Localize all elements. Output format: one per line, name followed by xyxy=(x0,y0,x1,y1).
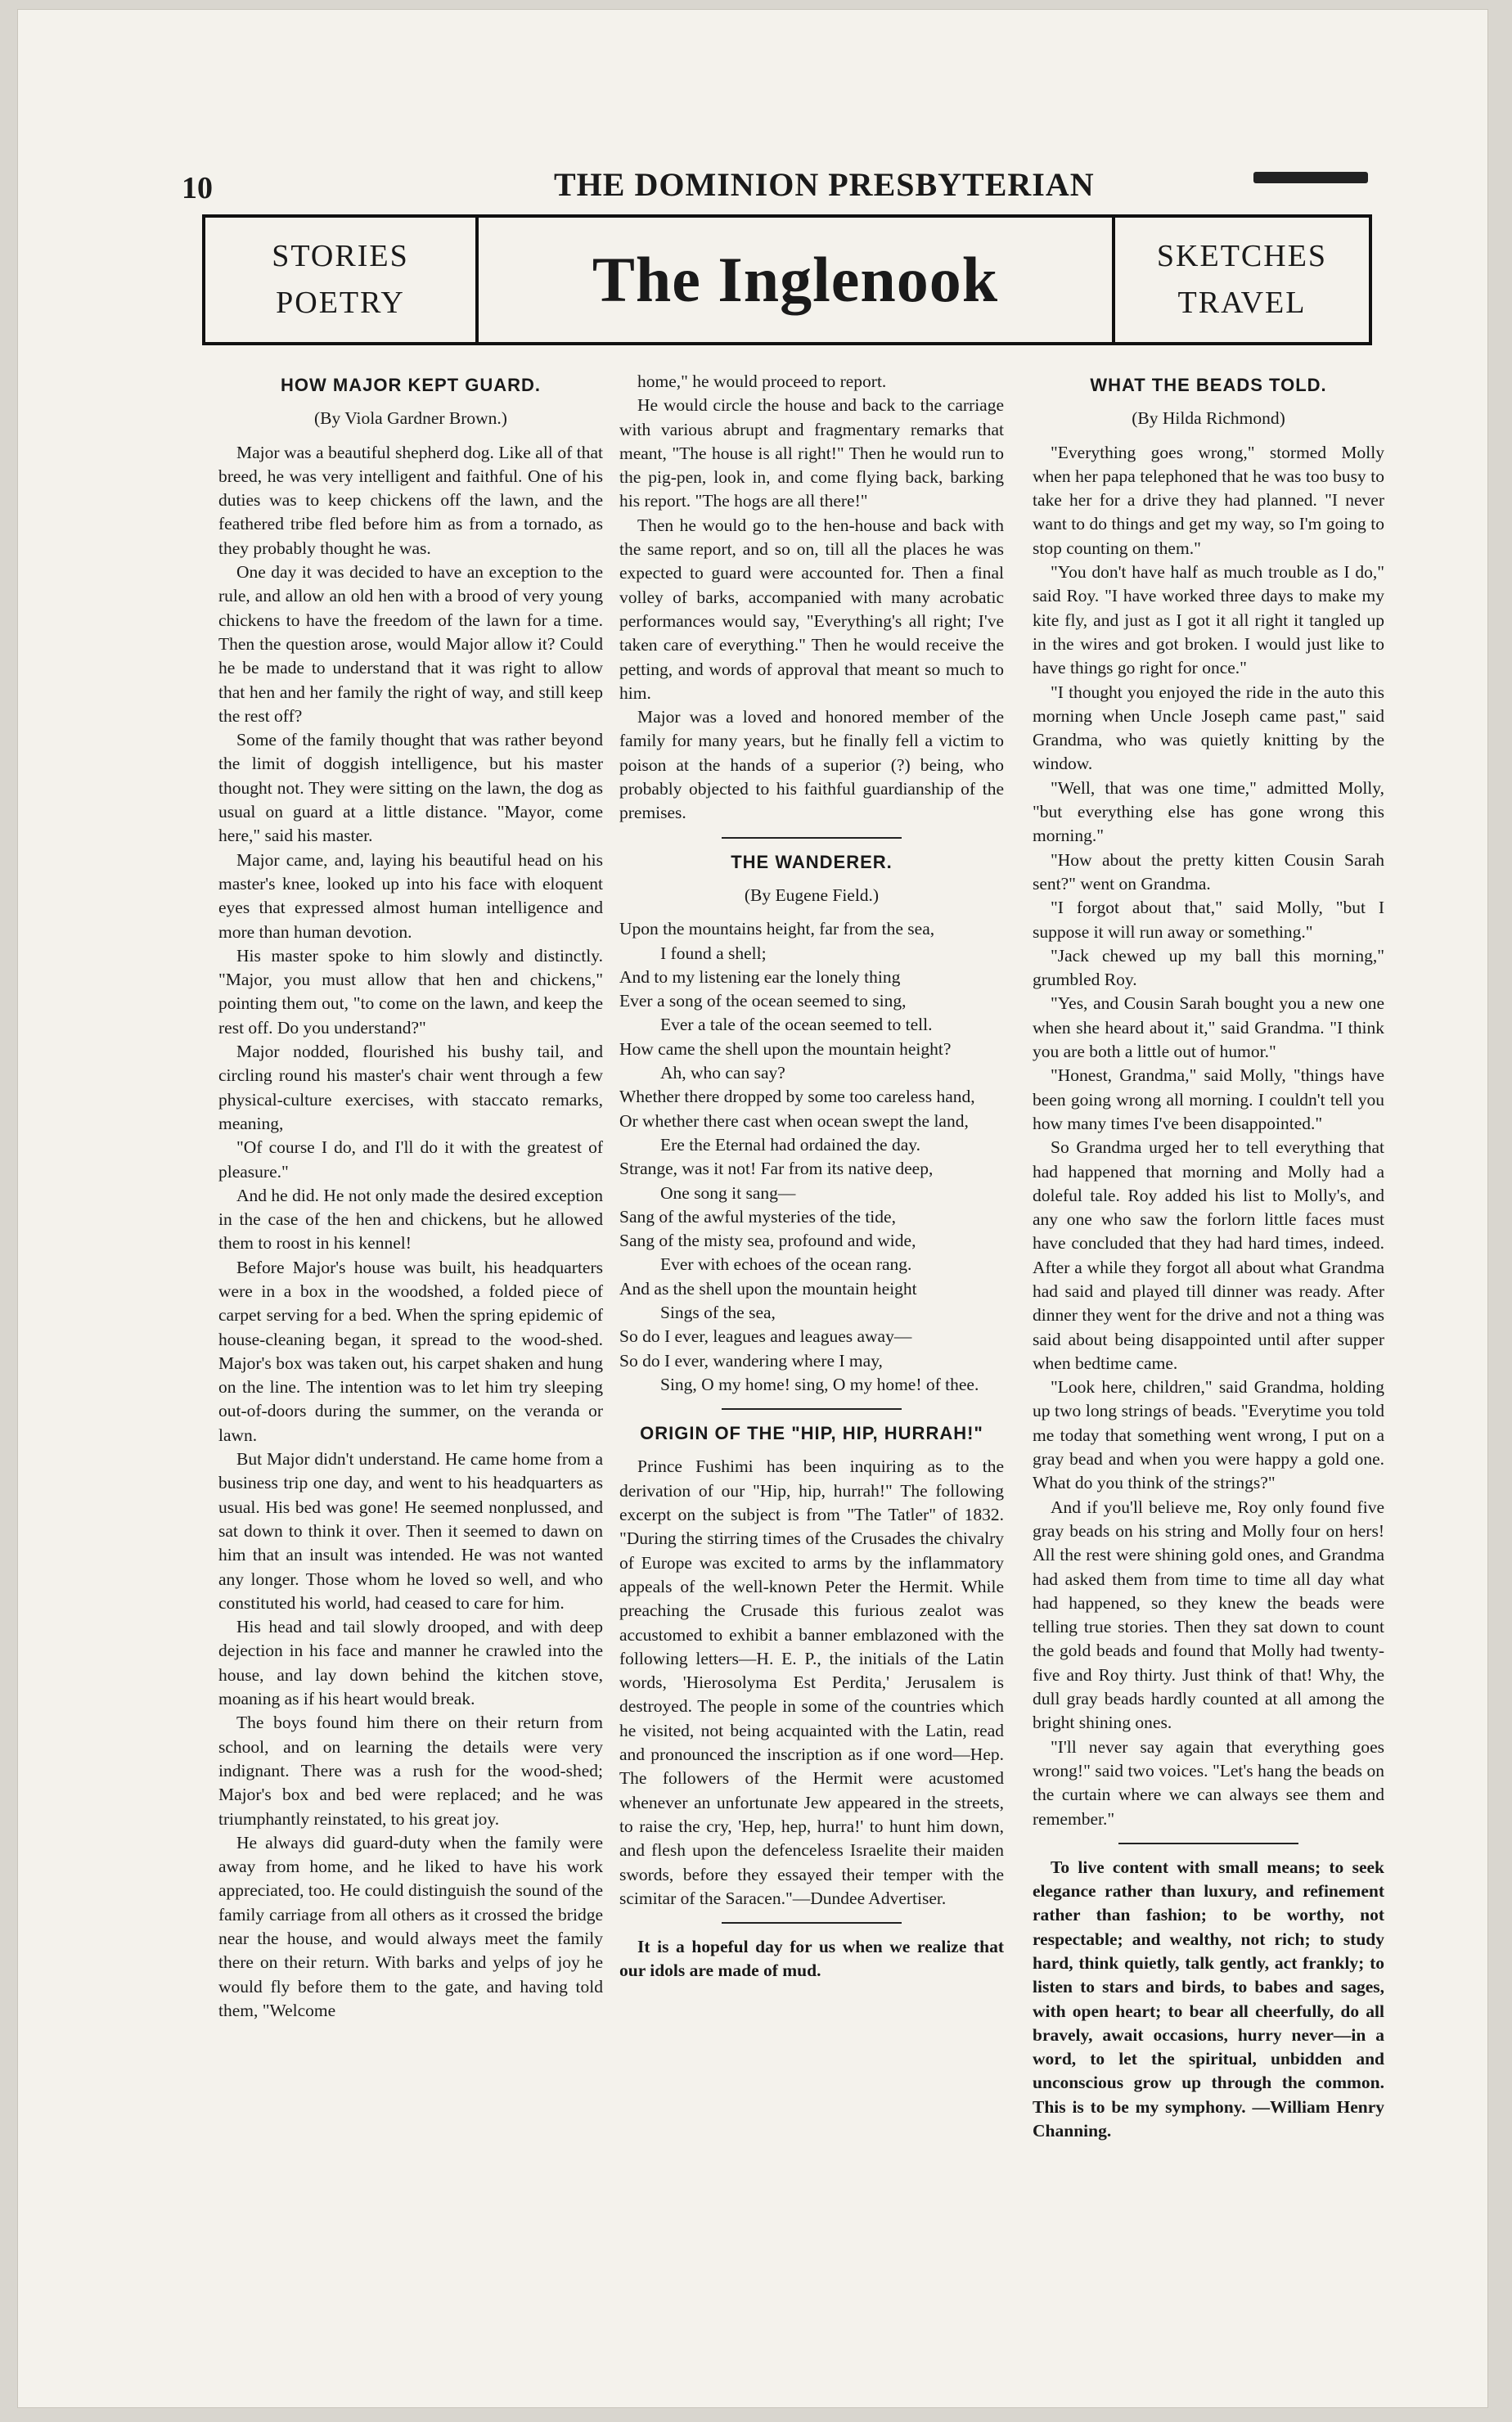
paragraph: "I'll never say again that everything goes wrong!" said two voices. "Let's hang the beads on the curtain where we can always see them and remember." xyxy=(1033,1736,1384,1829)
story2-byline: (By Hilda Richmond) xyxy=(1132,408,1285,429)
poem-line: And as the shell upon the mountain height xyxy=(619,1278,917,1299)
poem-line: Strange, was it not! Far from its native deep, xyxy=(619,1159,934,1179)
paragraph: "Look here, children," said Grandma, holding up two long strings of beads. "Everytime you told me today that something went wrong, I put on a gray bead and when you were happy a gold one. What do you think of the strings?" xyxy=(1033,1377,1384,1493)
paragraph: Then he would go to the hen-house and back with the same report, and so on, till all the places he was expected to guard were accounted for. Then a final volley of barks, accompanied with many acrobatic performances would say, "Everything's all right; I've taken care of everything." Then he would receive the petting, and words of approval that meant so much to him. xyxy=(619,515,1004,703)
closing-quote: It is a hopeful day for us when we realize that our idols are made of mud. xyxy=(619,1937,1004,1981)
story2-body xyxy=(1033,441,1384,1831)
poem-line: Sings of the sea, xyxy=(660,1302,776,1322)
column-2 xyxy=(619,370,1004,1983)
paragraph: His master spoke to him slowly and distinctly. "Major, you must allow that hen and chickens," pointing them out, "to come on the lawn, and keep the rest off. Do you understand?" xyxy=(218,945,603,1038)
paragraph: "Jack chewed up my ball this morning," grumbled Roy. xyxy=(1033,945,1384,990)
masthead-left xyxy=(205,218,479,342)
poem-body xyxy=(619,917,1004,1397)
paragraph: Major was a loved and honored member of the family for many years, but he finally fell a victim to poison at the hands of a superior (?) being, who probably objected to his faithful guardianship of the premises. xyxy=(619,707,1004,823)
story1-continued xyxy=(619,370,1004,826)
publication-title: THE DOMINION PRESBYTERIAN xyxy=(554,166,1095,203)
paragraph: And if you'll believe me, Roy only found five gray beads on his string and Molly four on hers! All the rest were shining gold ones, and Grandma had asked them from time to time all day what had happened, so they knew the beads were telling true stories. Then they sat down to count the gold beads and found that Molly had twenty-five and Roy thirty. Just think of that! Why, the dull gray beads hardly counted at all among the bright shining ones. xyxy=(1033,1497,1384,1733)
ink-smudge xyxy=(1253,172,1368,183)
symphony-body: To live content with small means; to seek elegance rather than luxury, and refinement rather than fashion; to be worthy, not respectable; and wealthy, not rich; to study hard, think quietly, talk gently, act frankly; to listen to stars and birds, to babes and sages, with open heart; to bear all cheerfully, do all bravely, await occasions, hurry never—in a word, to let the spiritual, unbidden and unconscious grow up through the common. This is to be my symphony. xyxy=(1033,1857,1384,2117)
poem-line: And to my listening ear the lonely thing xyxy=(619,966,901,987)
poem-line: Whether there dropped by some too careless hand, xyxy=(619,1087,975,1107)
paragraph: He always did guard-duty when the family were away from home, and he liked to have his work appreciated, too. He could distinguish the sound of the family carriage from all others as it crossed the bridge near the house, and would always meet the family there on their return. With barks and yelps of joy he would fly before them to the gate, and having told them, "Welcome xyxy=(218,1832,603,2020)
poem-byline: (By Eugene Field.) xyxy=(744,885,880,905)
paragraph: "Of course I do, and I'll do it with the greatest of pleasure." xyxy=(218,1137,603,1182)
poem-line: So do I ever, leagues and leagues away— xyxy=(619,1326,912,1347)
page-number: 10 xyxy=(182,171,213,205)
paragraph: "Yes, and Cousin Sarah bought you a new one when she heard about it," said Grandma. "I think you are both a little out of humor." xyxy=(1033,993,1384,1062)
poem-line: Ever with echoes of the ocean rang. xyxy=(660,1254,912,1275)
paragraph: "How about the pretty kitten Cousin Sarah sent?" went on Grandma. xyxy=(1033,849,1384,894)
paragraph: His head and tail slowly drooped, and with deep dejection in his face and manner he crawled into the house, and lay down behind the kitchen stove, moaning as if his heart would break. xyxy=(218,1617,603,1709)
poem-line: Sang of the awful mysteries of the tide, xyxy=(619,1206,896,1227)
paragraph: Prince Fushimi has been inquiring as to the derivation of our "Hip, hip, hurrah!" The following excerpt on the subject is from "The Tatler" of 1832. "During the stirring times of the Crusades the chivalry of Europe was excited to arms by the inflammatory appeals of the well-known Peter the Hermit. While preaching the Crusade this furious zealot was accustomed to exhibit a banner emblazoned with the following letters—H. E. P., the initials of the Latin words, 'Hierosolyma Est Perdita,' Jerusalem is destroyed. The people in some of the countries which he visited, not being acquainted with the Latin, read and pronounced the inscription as if one word—Hep. The followers of the Hermit were acustomed whenever an unfortunate Jew appeared in the streets, to raise the cry, 'Hep, hep, hurra!' to hunt him down, and flesh upon the defenceless Israelite their maiden swords, before they essayed their temper with the scimitar of the Saracen."—Dundee Advertiser. xyxy=(619,1456,1004,1908)
poem-line: Upon the mountains height, far from the sea, xyxy=(619,919,935,939)
origin-body xyxy=(619,1455,1004,1911)
paragraph: Some of the family thought that was rather beyond the limit of doggish intelligence, but his master thought not. They were sitting on the lawn, the dog as usual on guard at a little distance. "Mayor, come here," said his master. xyxy=(218,730,603,846)
poem-line: Ever a song of the ocean seemed to sing, xyxy=(619,991,907,1011)
poem-line: Sang of the misty sea, profound and wide, xyxy=(619,1231,916,1251)
poem-line: Ah, who can say? xyxy=(660,1063,785,1083)
paragraph: Major came, and, laying his beautiful head on his master's knee, looked up into his face with eloquent eyes that expressed almost human intelligence and more than human devotion. xyxy=(218,849,603,942)
paragraph: The boys found him there on their return from school, and on learning the details were very indignant. There was a rush for the wood-shed; Major's box and bed were replaced; and he was triumphantly reinstated, to his great joy. xyxy=(218,1713,603,1829)
masthead-center xyxy=(479,218,1112,342)
paragraph: One day it was decided to have an exception to the rule, and allow an old hen with a brood of very young chickens to have the freedom of the lawn for a time. Then the question arose, would Major allow it? Could he be made to understand that it was right to allow that hen and her family the right of way, and still keep the rest off? xyxy=(218,562,603,726)
symphony-author: —William Henry Channing. xyxy=(1033,2096,1384,2141)
paragraph: "You don't have half as much trouble as I do," said Roy. "I have worked three days to make my kite fly, and just as I got it all right it tangled up in the wires and got broken. I would just like to have things go right for once." xyxy=(1033,562,1384,678)
section-title: The Inglenook xyxy=(592,244,999,315)
poem-line: How came the shell upon the mountain height? xyxy=(619,1038,952,1059)
divider-rule xyxy=(1118,1843,1298,1844)
paragraph: "Well, that was one time," admitted Molly, "but everything else has gone wrong this morning." xyxy=(1033,777,1384,846)
paragraph: "Everything goes wrong," stormed Molly when her papa telephoned that he was too busy to take her for a drive they had planned. "I never want to do things and get my way, so I'm going to stop counting on them." xyxy=(1033,442,1384,558)
story1-title: HOW MAJOR KEPT GUARD. xyxy=(281,375,541,395)
poem-title: THE WANDERER. xyxy=(731,851,893,872)
paragraph: But Major didn't understand. He came home from a business trip one day, and went to his headquarters as usual. His bed was gone! He seemed nonplussed, and sat down to think it over. Then it seemed to dawn on him that an insult was intended. He was not wanted any longer. Those whom he loved so well, and who constituted his world, had ceased to care for him. xyxy=(218,1449,603,1613)
column-1 xyxy=(218,370,603,2023)
newspaper-page xyxy=(18,10,1487,2407)
column-3 xyxy=(1033,370,1384,2143)
paragraph: Major nodded, flourished his bushy tail, and circling round his master's chair went through a few physical-culture exercises, with staccato remarks, meaning, xyxy=(218,1042,603,1133)
paragraph: home," he would proceed to report. xyxy=(637,371,887,391)
story2-title: WHAT THE BEADS TOLD. xyxy=(1090,375,1327,395)
masthead-left-line1: STORIES xyxy=(272,239,409,273)
poem-line: One song it sang— xyxy=(660,1182,796,1203)
paragraph: "I thought you enjoyed the ride in the auto this morning when Uncle Joseph came past," said Grandma, who was quietly knitting by the window. xyxy=(1033,682,1384,774)
story1-byline: (By Viola Gardner Brown.) xyxy=(314,408,507,429)
origin-title: ORIGIN OF THE "HIP, HIP, HURRAH!" xyxy=(640,1423,983,1444)
masthead-right-line1: SKETCHES xyxy=(1156,239,1328,273)
symphony-text xyxy=(1033,1856,1384,2144)
poem-line: Or whether there cast when ocean swept the land, xyxy=(619,1110,969,1131)
poem-line: Ever a tale of the ocean seemed to tell. xyxy=(660,1015,933,1035)
poem-line: Sing, O my home! sing, O my home! of thee. xyxy=(660,1374,979,1394)
paragraph: "Honest, Grandma," said Molly, "things have been going wrong all morning. I couldn't tell you how many times I've been disappointed." xyxy=(1033,1065,1384,1133)
poem-line: I found a shell; xyxy=(660,943,767,963)
masthead-right-line2: TRAVEL xyxy=(1177,286,1307,320)
paragraph: So Grandma urged her to tell everything that had happened that morning and Molly had a doleful tale. Roy added his list to Molly's, and any one who saw the forlorn little faces must have concluded that they had hard times, indeed. After a while they forgot all about what Grandma had said and played till dinner was ready. After dinner they went for the drive and not a thing was said about being disappointed until after supper when bedtime came. xyxy=(1033,1137,1384,1373)
story1-body xyxy=(218,441,603,2024)
poem-line: So do I ever, wandering where I may, xyxy=(619,1350,883,1371)
poem-line: Ere the Eternal had ordained the day. xyxy=(660,1134,920,1155)
paragraph: "I forgot about that," said Molly, "but I suppose it will run away or something." xyxy=(1033,898,1384,942)
masthead xyxy=(202,214,1372,345)
paragraph: And he did. He not only made the desired exception in the case of the hen and chickens, but he allowed them to roost in his kennel! xyxy=(218,1185,603,1254)
divider-rule xyxy=(722,1408,902,1410)
masthead-left-line2: POETRY xyxy=(276,286,405,320)
paragraph: He would circle the house and back to the carriage with various abrupt and fragmentary remarks that meant, "The house is all right!" Then he would run to the pig-pen, look in, and come flying back, barking his report. "The hogs are all there!" xyxy=(619,395,1004,511)
divider-rule xyxy=(722,1922,902,1924)
masthead-right xyxy=(1112,218,1369,342)
paragraph: Major was a beautiful shepherd dog. Like all of that breed, he was very intelligent and faithful. One of his duties was to keep chickens off the lawn, and the feathered tribe fled before him as from a tornado, as they probably thought he was. xyxy=(218,442,603,558)
paragraph: Before Major's house was built, his headquarters were in a box in the woodshed, a folded piece of carpet serving for a bed. When the spring epidemic of house-cleaning began, it spread to the wood-shed. Major's box was taken out, his carpet shaken and hung on the line. The intention was to let him try sleeping out-of-doors during the summer, on the veranda or lawn. xyxy=(218,1257,603,1445)
divider-rule xyxy=(722,837,902,839)
